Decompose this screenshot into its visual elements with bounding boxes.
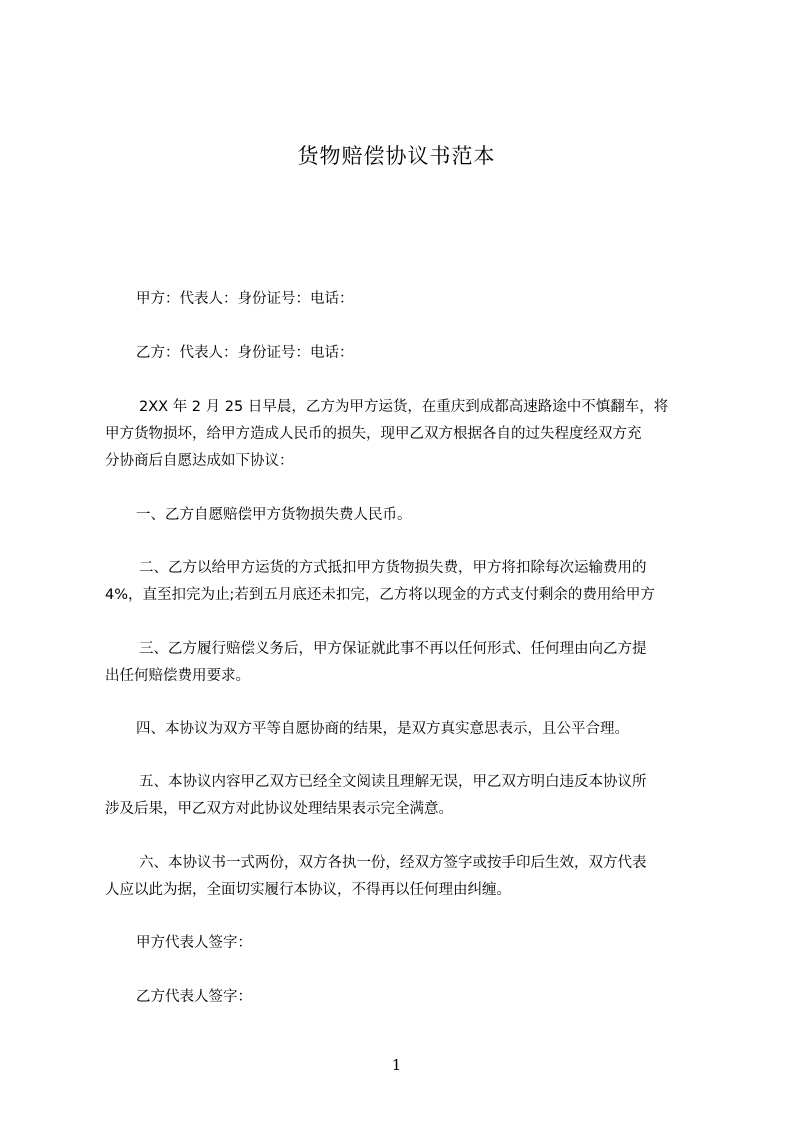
page-number: 1	[391, 1056, 402, 1074]
party-a-signature: 甲方代表人签字：	[136, 935, 252, 951]
party-b-signature: 乙方代表人签字：	[136, 989, 252, 1005]
intro-line-2: 甲方货物损坏，给甲方造成人民币的损失，现甲乙双方根据各自的过失程度经双方充	[105, 426, 642, 442]
clause-3-line-1: 三、乙方履行赔偿义务后，甲方保证就此事不再以任何形式、任何理由向乙方提	[139, 641, 647, 657]
party-b-line: 乙方：代表人：身份证号：电话：	[136, 345, 354, 361]
clause-2-line-2: 4%，直至扣完为止;若到五月底还未扣完，乙方将以现金的方式支付剩余的费用给甲方	[105, 587, 655, 603]
clause-6-line-1: 六、本协议书一式两份，双方各执一份，经双方签字或按手印后生效，双方代表	[139, 855, 647, 871]
clause-2-line-1: 二、乙方以给甲方运货的方式抵扣甲方货物损失费，甲方将扣除每次运输费用的	[139, 560, 647, 576]
clause-3-line-2: 出任何赔偿费用要求。	[105, 668, 250, 684]
party-a-line: 甲方：代表人：身份证号：电话：	[136, 291, 354, 307]
intro-line-3: 分协商后自愿达成如下协议：	[105, 453, 294, 469]
clause-1: 一、乙方自愿赔偿甲方货物损失费人民币。	[136, 507, 412, 523]
clause-5-line-2: 涉及后果，甲乙双方对此协议处理结果表示完全满意。	[105, 801, 453, 817]
clause-4: 四、本协议为双方平等自愿协商的结果，是双方真实意思表示，且公平合理。	[136, 721, 629, 737]
document-title: 货物赔偿协议书范本	[297, 144, 496, 168]
clause-5-line-1: 五、本协议内容甲乙双方已经全文阅读且理解无误，甲乙双方明白违反本协议所	[139, 774, 647, 790]
intro-line-1: 2XX 年 2 月 25 日早晨，乙方为甲方运货，在重庆到成都高速路途中不慎翻车，将	[139, 399, 669, 415]
clause-6-line-2: 人应以此为据，全面切实履行本协议，不得再以任何理由纠缠。	[105, 882, 511, 898]
